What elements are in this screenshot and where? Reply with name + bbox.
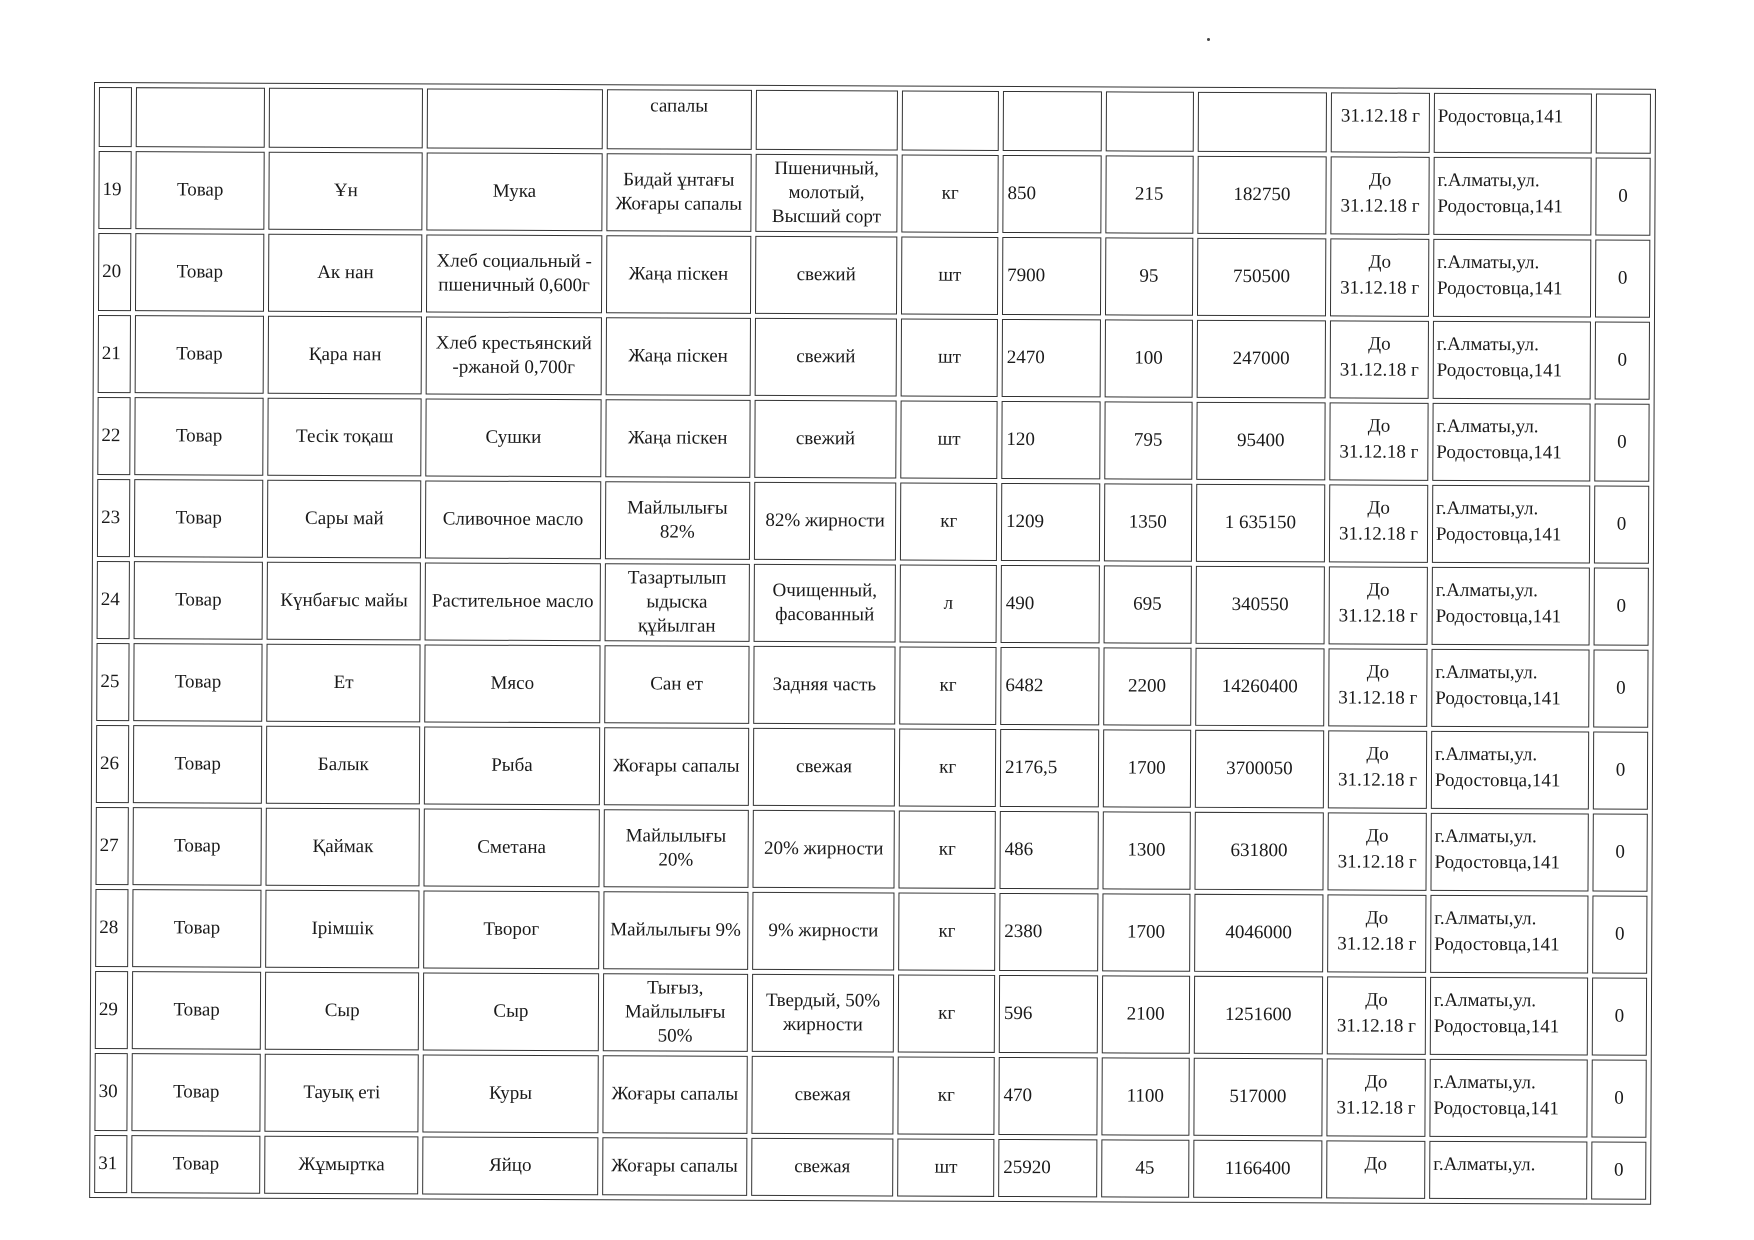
- cell-delivery-date-line: До: [1368, 169, 1392, 191]
- cell-row-number: [99, 87, 132, 147]
- cell-delivery-address: [1433, 157, 1591, 236]
- cell-characteristics-kazakh: Майлылығы 9%: [603, 891, 748, 970]
- cell-characteristics-russian: 20% жирности: [752, 810, 895, 889]
- cell-name-kazakh: Сары май: [267, 480, 421, 559]
- cell-delivery-address: [1433, 239, 1591, 318]
- cell-delivery-date-line: До: [1365, 989, 1388, 1011]
- cell-unit: кг: [900, 647, 997, 725]
- table-row: [96, 643, 1648, 728]
- cell-delivery-date: [1328, 812, 1427, 890]
- cell-characteristics-kazakh: Жаңа піскен: [605, 317, 750, 396]
- cell-characteristics-kazakh: Бидай ұнтағы Жоғары сапалы: [606, 153, 751, 232]
- cell-name-kazakh: Тауық еті: [265, 1054, 419, 1133]
- cell-item-type: [136, 87, 266, 148]
- cell-delivery-date: [1330, 156, 1429, 234]
- cell-name-russian: [427, 88, 603, 149]
- cell-name-kazakh: Ак нан: [268, 234, 422, 313]
- cell-name-kazakh: Қара нан: [268, 316, 422, 395]
- cell-delivery-date-line: 31.12.18 г: [1337, 769, 1418, 791]
- cell-delivery-address-line: г.Алматы,ул.: [1436, 333, 1539, 356]
- cell-characteristics-russian: свежая: [751, 1056, 894, 1135]
- cell-delivery-date-line: До: [1364, 1153, 1388, 1175]
- cell-delivery-date-line: 31.12.18 г: [1339, 359, 1419, 381]
- scan-speck: [1207, 38, 1210, 41]
- cell-delivery-date-line: До: [1364, 1071, 1388, 1093]
- cell-total-amount: 14260400: [1195, 648, 1325, 727]
- cell-characteristics-kazakh: Жоғары сапалы: [602, 1055, 747, 1134]
- table-row: [98, 233, 1650, 318]
- cell-total-amount: 750500: [1197, 238, 1327, 317]
- cell-row-number: 19: [98, 151, 131, 229]
- cell-unit-price: 215: [1105, 155, 1193, 233]
- cell-delivery-address-line: г.Алматы,ул.: [1435, 661, 1538, 684]
- cell-quantity: 1209: [1001, 483, 1100, 561]
- cell-unit: кг: [900, 483, 997, 561]
- cell-unit: кг: [898, 1057, 995, 1135]
- cell-characteristics-kazakh: Жаңа піскен: [605, 399, 750, 478]
- cell-item-type: Товар: [131, 1053, 261, 1132]
- cell-characteristics-russian: [755, 90, 898, 151]
- cell-name-kazakh: Ұн: [269, 152, 423, 231]
- cell-item-type: Товар: [135, 233, 265, 312]
- cell-quantity: 596: [999, 975, 1098, 1053]
- cell-delivery-address-line: Родостовца,141: [1434, 851, 1561, 874]
- cell-advance-payment: 0: [1591, 1142, 1646, 1200]
- cell-delivery-address: [1429, 1141, 1587, 1200]
- cell-advance-payment: 0: [1595, 322, 1650, 400]
- cell-quantity: 6482: [1000, 647, 1099, 725]
- cell-unit: кг: [898, 975, 995, 1053]
- cell-characteristics-russian: Пшеничный, молотый, Высший сорт: [755, 154, 898, 233]
- cell-characteristics-kazakh: сапалы: [606, 89, 751, 150]
- cell-quantity: 25920: [998, 1139, 1097, 1197]
- table-row: [98, 151, 1650, 236]
- cell-item-type: Товар: [132, 807, 262, 886]
- cell-characteristics-russian: Очищенный, фасованный: [753, 564, 896, 643]
- table-row: [99, 87, 1651, 154]
- cell-unit: шт: [898, 1139, 995, 1197]
- cell-total-amount: 517000: [1193, 1058, 1323, 1137]
- cell-delivery-address: [1430, 813, 1588, 892]
- cell-total-amount: 631800: [1194, 812, 1324, 891]
- cell-delivery-date-line: До: [1367, 415, 1391, 437]
- cell-delivery-date: [1328, 648, 1427, 726]
- cell-delivery-address-line: г.Алматы,ул.: [1434, 825, 1537, 848]
- cell-characteristics-kazakh: Жаңа піскен: [606, 235, 751, 314]
- cell-name-kazakh: Тесік тоқаш: [268, 398, 422, 477]
- cell-item-type: Товар: [133, 643, 263, 722]
- cell-delivery-address: [1434, 93, 1592, 154]
- cell-name-russian: Сметана: [424, 808, 600, 887]
- cell-total-amount: 1 635150: [1196, 484, 1326, 563]
- cell-unit: л: [900, 565, 997, 643]
- cell-total-amount: 247000: [1196, 320, 1326, 399]
- cell-advance-payment: 0: [1592, 814, 1647, 892]
- cell-characteristics-kazakh: Жоғары сапалы: [604, 727, 749, 806]
- cell-item-type: Товар: [134, 479, 264, 558]
- cell-quantity: 2470: [1002, 319, 1101, 397]
- cell-unit-price: 45: [1101, 1139, 1189, 1197]
- cell-total-amount: 1251600: [1193, 976, 1323, 1055]
- cell-delivery-address: [1431, 649, 1589, 728]
- cell-delivery-address-line: Родостовца,141: [1436, 441, 1562, 464]
- cell-delivery-date-line: 31.12.18 г: [1338, 687, 1418, 709]
- cell-item-type: Товар: [132, 971, 262, 1050]
- cell-delivery-address: [1429, 1059, 1587, 1138]
- cell-delivery-address: [1432, 403, 1590, 482]
- cell-characteristics-russian: свежий: [755, 236, 898, 315]
- cell-delivery-date-line: 31.12.18 г: [1339, 441, 1419, 463]
- cell-delivery-address-line: г.Алматы,ул.: [1433, 1153, 1536, 1176]
- cell-unit-price: 795: [1104, 401, 1192, 479]
- cell-row-number: 25: [96, 643, 129, 721]
- cell-total-amount: 182750: [1197, 156, 1327, 235]
- cell-advance-payment: [1596, 94, 1651, 154]
- cell-name-russian: Хлеб крестьянский -ржаной 0,700г: [426, 316, 602, 395]
- cell-name-kazakh: Қаймак: [266, 808, 420, 887]
- cell-row-number: 26: [96, 725, 129, 803]
- cell-unit-price: 695: [1103, 565, 1191, 643]
- cell-unit: шт: [901, 401, 998, 479]
- cell-characteristics-russian: свежая: [753, 728, 896, 807]
- cell-delivery-date-line: До: [1367, 579, 1390, 601]
- cell-item-type: Товар: [135, 315, 265, 394]
- cell-quantity: [1003, 91, 1102, 151]
- cell-name-russian: Куры: [423, 1054, 599, 1133]
- cell-name-russian: Мясо: [424, 644, 600, 723]
- cell-characteristics-russian: Задняя часть: [753, 646, 896, 725]
- cell-characteristics-russian: свежий: [754, 318, 897, 397]
- cell-delivery-date: [1330, 320, 1429, 398]
- cell-unit-price: 95: [1105, 237, 1193, 315]
- cell-item-type: Товар: [131, 1135, 261, 1194]
- cell-unit: кг: [899, 893, 996, 971]
- cell-quantity: 2380: [999, 893, 1098, 971]
- cell-name-russian: Хлеб социальный - пшеничный 0,600г: [426, 234, 602, 313]
- cell-name-russian: Растительное масло: [425, 562, 601, 641]
- cell-delivery-address-line: г.Алматы,ул.: [1434, 743, 1538, 766]
- cell-delivery-address-line: г.Алматы,ул.: [1436, 497, 1539, 520]
- cell-delivery-address-line: г.Алматы,ул.: [1437, 251, 1540, 274]
- cell-delivery-address-line: Родостовца,141: [1435, 687, 1561, 710]
- cell-unit-price: 2100: [1102, 975, 1190, 1053]
- cell-quantity: 2176,5: [1000, 729, 1099, 807]
- cell-advance-payment: 0: [1594, 486, 1649, 564]
- cell-delivery-date: [1329, 484, 1428, 562]
- cell-unit-price: 1700: [1102, 893, 1190, 971]
- procurement-table-wrapper: [89, 82, 1656, 1239]
- cell-delivery-address-line: г.Алматы,ул.: [1436, 415, 1539, 438]
- cell-delivery-date-line: До: [1367, 497, 1390, 519]
- cell-total-amount: 95400: [1196, 402, 1326, 481]
- cell-delivery-address: [1430, 895, 1588, 974]
- cell-delivery-address-line: Родостовца,141: [1435, 605, 1562, 628]
- cell-delivery-date-line: 31.12.18 г: [1340, 105, 1420, 127]
- cell-name-kazakh: Балык: [266, 726, 420, 805]
- cell-advance-payment: 0: [1594, 568, 1649, 646]
- cell-delivery-address-line: г.Алматы,ул.: [1434, 907, 1537, 930]
- cell-delivery-date-line: 31.12.18 г: [1336, 1015, 1416, 1037]
- table-row: [95, 971, 1647, 1056]
- cell-quantity: 486: [999, 811, 1098, 889]
- cell-delivery-date: [1326, 1140, 1425, 1198]
- cell-delivery-date-line: 31.12.18 г: [1337, 851, 1417, 873]
- cell-name-russian: Мука: [426, 152, 602, 231]
- cell-unit: [902, 91, 999, 151]
- cell-delivery-date: [1330, 238, 1429, 316]
- cell-characteristics-kazakh: Сан ет: [604, 645, 749, 724]
- cell-characteristics-russian: Твердый, 50% жирности: [751, 974, 894, 1053]
- cell-row-number: 27: [95, 807, 128, 885]
- cell-item-type: Товар: [132, 889, 262, 968]
- cell-name-kazakh: Ет: [267, 644, 421, 723]
- cell-delivery-address-line: Родостовца,141: [1437, 105, 1564, 128]
- cell-row-number: 29: [95, 971, 128, 1049]
- cell-delivery-address-line: г.Алматы,ул.: [1435, 579, 1538, 602]
- cell-name-kazakh: Ірімшік: [266, 890, 420, 969]
- cell-delivery-address-line: Родостовца,141: [1433, 1015, 1560, 1038]
- cell-delivery-date-line: 31.12.18 г: [1338, 605, 1418, 627]
- cell-name-russian: Творог: [423, 890, 599, 969]
- cell-delivery-address: [1430, 977, 1588, 1056]
- cell-delivery-address-line: Родостовца,141: [1434, 769, 1561, 792]
- cell-characteristics-kazakh: Жоғары сапалы: [602, 1137, 747, 1196]
- cell-row-number: 23: [97, 479, 130, 557]
- cell-characteristics-kazakh: Майлылығы 82%: [605, 481, 750, 560]
- cell-delivery-date: [1331, 92, 1430, 152]
- cell-unit-price: [1105, 91, 1193, 151]
- cell-unit-price: 1100: [1101, 1057, 1189, 1135]
- cell-advance-payment: 0: [1591, 1060, 1646, 1138]
- cell-quantity: 490: [1001, 565, 1100, 643]
- cell-characteristics-russian: 82% жирности: [754, 482, 897, 561]
- cell-quantity: 850: [1002, 155, 1101, 233]
- cell-item-type: Товар: [133, 561, 263, 640]
- cell-row-number: 31: [94, 1135, 127, 1193]
- cell-unit-price: 2200: [1103, 647, 1191, 725]
- cell-total-amount: 3700050: [1194, 730, 1324, 809]
- cell-delivery-address: [1431, 731, 1589, 810]
- cell-item-type: Товар: [135, 151, 265, 230]
- cell-row-number: 30: [94, 1053, 127, 1131]
- table-body: [94, 87, 1651, 1200]
- cell-characteristics-russian: 9% жирности: [752, 892, 895, 971]
- cell-name-russian: Сушки: [425, 398, 601, 477]
- cell-row-number: 21: [98, 315, 131, 393]
- cell-name-russian: Рыба: [424, 726, 600, 805]
- cell-delivery-address-line: Родостовца,141: [1437, 195, 1563, 218]
- table-row: [98, 315, 1650, 400]
- cell-delivery-address-line: г.Алматы,ул.: [1433, 989, 1537, 1012]
- procurement-table: [89, 82, 1656, 1205]
- table-row: [94, 1053, 1646, 1138]
- cell-delivery-address: [1433, 321, 1591, 400]
- cell-total-amount: 4046000: [1194, 894, 1324, 973]
- cell-advance-payment: 0: [1593, 650, 1648, 728]
- cell-delivery-date-line: До: [1368, 333, 1391, 355]
- cell-delivery-date-line: 31.12.18 г: [1337, 933, 1417, 955]
- cell-row-number: 20: [98, 233, 131, 311]
- cell-unit: кг: [899, 811, 996, 889]
- cell-row-number: 22: [97, 397, 130, 475]
- cell-advance-payment: 0: [1595, 158, 1650, 236]
- table-row: [95, 889, 1647, 974]
- cell-delivery-address-line: г.Алматы,ул.: [1437, 169, 1540, 192]
- table-row: [97, 397, 1649, 482]
- cell-delivery-date-line: До: [1366, 661, 1390, 683]
- cell-characteristics-russian: свежий: [754, 400, 897, 479]
- cell-advance-payment: 0: [1592, 896, 1647, 974]
- cell-delivery-address-line: Родостовца,141: [1435, 523, 1562, 546]
- cell-delivery-date: [1327, 1058, 1426, 1136]
- cell-delivery-date-line: 31.12.18 г: [1340, 195, 1420, 217]
- cell-item-type: Товар: [134, 397, 264, 476]
- cell-name-russian: Сыр: [423, 972, 599, 1051]
- cell-characteristics-kazakh: Майлылығы 20%: [603, 809, 748, 888]
- cell-unit: шт: [901, 319, 998, 397]
- cell-total-amount: 340550: [1195, 566, 1325, 645]
- cell-total-amount: 1166400: [1193, 1140, 1323, 1199]
- cell-delivery-date-line: До: [1366, 743, 1389, 765]
- cell-delivery-date: [1328, 730, 1427, 808]
- cell-characteristics-russian: свежая: [751, 1138, 894, 1197]
- cell-name-russian: Яйцо: [422, 1136, 598, 1195]
- cell-name-kazakh: Сыр: [265, 972, 419, 1051]
- cell-row-number: 24: [97, 561, 130, 639]
- cell-delivery-date-line: До: [1365, 907, 1389, 929]
- cell-delivery-date-line: До: [1365, 825, 1389, 847]
- table-row: [95, 807, 1647, 892]
- cell-unit-price: 100: [1104, 319, 1192, 397]
- cell-delivery-date-line: До: [1368, 251, 1392, 273]
- cell-delivery-address-line: Родостовца,141: [1436, 359, 1563, 382]
- cell-delivery-date: [1327, 976, 1426, 1054]
- cell-delivery-address-line: Родостовца,141: [1433, 1097, 1560, 1120]
- cell-characteristics-kazakh: Тазартылып ыдыска құйылган: [604, 563, 749, 642]
- cell-name-kazakh: Жұмыртка: [265, 1136, 419, 1195]
- cell-unit-price: 1700: [1103, 729, 1191, 807]
- table-row: [97, 479, 1649, 564]
- cell-delivery-address-line: Родостовца,141: [1434, 933, 1560, 956]
- cell-total-amount: [1197, 92, 1327, 153]
- cell-name-russian: Сливочное масло: [425, 480, 601, 559]
- cell-delivery-date-line: 31.12.18 г: [1338, 523, 1419, 545]
- cell-unit: кг: [899, 729, 996, 807]
- cell-characteristics-kazakh: Тығыз, Майлылығы 50%: [603, 973, 748, 1052]
- table-row: [97, 561, 1649, 646]
- cell-unit: кг: [902, 155, 999, 233]
- cell-delivery-address-line: г.Алматы,ул.: [1433, 1071, 1536, 1094]
- cell-name-kazakh: [269, 88, 423, 149]
- table-row: [94, 1135, 1646, 1200]
- cell-row-number: 28: [95, 889, 128, 967]
- cell-delivery-date-line: 31.12.18 г: [1340, 277, 1420, 299]
- cell-delivery-address-line: Родостовца,141: [1436, 277, 1563, 300]
- cell-delivery-date-line: 31.12.18 г: [1336, 1097, 1416, 1119]
- cell-unit-price: 1350: [1104, 483, 1192, 561]
- table-row: [96, 725, 1648, 810]
- cell-quantity: 470: [998, 1057, 1097, 1135]
- cell-item-type: Товар: [133, 725, 263, 804]
- cell-advance-payment: 0: [1595, 240, 1650, 318]
- cell-advance-payment: 0: [1594, 404, 1649, 482]
- cell-name-kazakh: Күнбағыс майы: [267, 562, 421, 641]
- cell-delivery-address: [1431, 567, 1589, 646]
- cell-advance-payment: 0: [1593, 732, 1648, 810]
- cell-unit-price: 1300: [1102, 811, 1190, 889]
- cell-delivery-date: [1329, 566, 1428, 644]
- cell-advance-payment: 0: [1592, 978, 1647, 1056]
- cell-unit: шт: [901, 237, 998, 315]
- cell-delivery-date: [1327, 894, 1426, 972]
- cell-delivery-address: [1432, 485, 1590, 564]
- cell-delivery-date: [1329, 402, 1428, 480]
- cell-quantity: 120: [1001, 401, 1100, 479]
- cell-quantity: 7900: [1002, 237, 1101, 315]
